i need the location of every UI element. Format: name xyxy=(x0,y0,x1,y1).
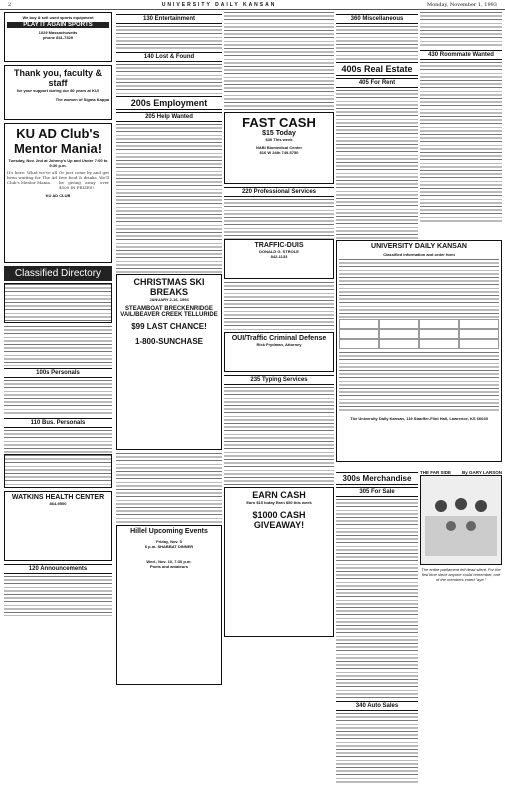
classified-policy xyxy=(4,326,112,366)
roommate-listings xyxy=(420,62,502,222)
classified-directory-banner: Classified Directory xyxy=(4,266,112,281)
sports-phone: phone 841-7329 xyxy=(42,35,73,40)
sports-ad-title: We buy & sell used sports equipment xyxy=(22,15,94,20)
sigma-thanks: Thank you, faculty & staff xyxy=(13,68,102,88)
announcements-listings xyxy=(4,576,112,616)
traffic-dui-ad xyxy=(224,239,334,279)
hillel-event-2: Poets and amateurs xyxy=(149,564,188,569)
comic-title: THE FAR SIDE xyxy=(420,470,452,475)
ski-breaks-ad xyxy=(116,274,222,450)
for-sale-listings xyxy=(336,499,418,699)
sigma-signature: The women of Sigma Kappa xyxy=(55,97,109,102)
kuad-date: Tuesday, Nov. 2nd at Johnny's Up and Under 7:00 to 9:30 p.m. xyxy=(8,158,108,168)
comic-caption: The entire parliament fell dead silent. For the first time since anyone could remember, one of the members voted "aye." xyxy=(421,567,501,582)
watkins-title: WATKINS HEALTH CENTER xyxy=(11,494,105,501)
column-3 xyxy=(224,12,334,640)
section-405-for-rent: 405 For Rent xyxy=(336,78,418,88)
help-wanted-listings xyxy=(116,124,222,274)
personals-listings xyxy=(4,380,112,416)
traffic-phone: 842-1133 xyxy=(270,254,288,259)
misc-listings xyxy=(336,26,418,60)
section-235-typing-services: 235 Typing Services xyxy=(224,375,334,385)
sigma-kappa-ad xyxy=(4,65,112,120)
professional-continued xyxy=(224,282,334,332)
earn-cash-ad xyxy=(224,487,334,637)
section-400-real-estate: 400s Real Estate xyxy=(336,62,418,76)
rate-table xyxy=(339,319,499,349)
section-140-lost-found: 140 Lost & Found xyxy=(116,52,222,62)
professional-listings xyxy=(224,199,334,239)
ski-title: CHRISTMAS SKI BREAKS xyxy=(133,277,205,297)
section-100-personals: 100s Personals xyxy=(4,368,112,378)
classified-order-form xyxy=(336,240,502,462)
sports-ad xyxy=(4,12,112,62)
kuad-org: KU AD CLUB xyxy=(45,193,71,198)
column-2 xyxy=(116,12,222,688)
fast-cash-today: $15 Today xyxy=(262,130,296,137)
help-wanted-continued xyxy=(116,453,222,525)
traffic-title: TRAFFIC-DUIS xyxy=(254,242,304,249)
cash-giveaway: $1000 CASH GIVEAWAY! xyxy=(252,510,306,530)
page-header xyxy=(0,0,505,10)
ski-dates: JANUARY 2-16, 1994 xyxy=(149,297,189,302)
fast-cash-week: $30 This week xyxy=(265,137,293,142)
section-300-merchandise: 300s Merchandise xyxy=(336,472,418,485)
sports-address: 1029 Massachusetts xyxy=(38,30,78,35)
comic-drawing-icon xyxy=(421,476,501,562)
watkins-phone: 864-9500 xyxy=(49,501,67,506)
form-fields[interactable] xyxy=(339,352,499,412)
form-footer: The University Daily Kansan, 119 Stauffer-Flint Hall, Lawrence, KS 66045 xyxy=(350,416,488,421)
fast-cash-phone: 816 W 24th 749-5750 xyxy=(259,150,299,155)
business-personals-listings xyxy=(4,430,112,454)
earn-cash-subtitle: Earn $15 today Earn $50 this week xyxy=(246,500,312,505)
earn-cash-title: EARN CASH xyxy=(252,490,306,500)
kuad-right-text: Or just come by and get free food & drinks. We'll be giving away over $500 IN PRIZES! xyxy=(59,170,109,190)
column-1 xyxy=(4,12,112,616)
misc-continued xyxy=(420,12,502,48)
section-205-help-wanted: 205 Help Wanted xyxy=(116,112,222,122)
oui-attorney: Rick Frydman, Attorney xyxy=(256,342,302,347)
section-130-entertainment: 130 Entertainment xyxy=(116,14,222,24)
directory-index xyxy=(4,283,112,323)
section-340-auto-sales: 340 Auto Sales xyxy=(336,701,418,711)
ski-phone: 1-800-SUNCHASE xyxy=(134,337,204,346)
comic-panel xyxy=(420,475,502,565)
kuad-left-text: It's here: What we've all been waiting for The Ad Club's Mentor Mania. xyxy=(7,170,57,185)
kuad-title: KU AD Club's Mentor Mania! xyxy=(13,126,103,156)
section-305-for-sale: 305 For Sale xyxy=(336,487,418,497)
section-200-employment: 200s Employment xyxy=(116,96,222,110)
fast-cash-ad xyxy=(224,112,334,184)
column-4 xyxy=(336,12,418,240)
far-side-comic xyxy=(420,470,502,582)
hillel-event-1: 6 p.m. SHABBAT DINNER xyxy=(144,544,194,549)
sports-store-name: PLAY IT AGAIN SPORTS xyxy=(7,22,109,28)
hillel-date-1: Friday, Nov. 5 xyxy=(156,539,182,544)
oui-title: OUI/Traffic Criminal Defense xyxy=(231,335,327,342)
send-a-friend-ad xyxy=(4,454,112,488)
ski-destinations: STEAMBOAT BRECKENRIDGE VAIL/BEAVER CREEK TELLURIDE xyxy=(120,306,218,318)
masthead: UNIVERSITY DAILY KANSAN xyxy=(161,1,277,8)
section-120-announcements: 120 Announcements xyxy=(4,564,112,574)
issue-date: Monday, November 1, 1993 xyxy=(426,1,497,8)
fast-cash-org: NABI Biomedical Center xyxy=(255,145,302,150)
typing-listings xyxy=(224,387,334,487)
watkins-health-ad xyxy=(4,491,112,561)
help-wanted-col3 xyxy=(224,12,334,112)
for-rent-listings xyxy=(336,90,418,240)
entertainment-listings xyxy=(116,26,222,50)
section-110-business-personals: 110 Bus. Personals xyxy=(4,418,112,428)
fast-cash-title: FAST CASH xyxy=(242,115,316,130)
section-430-roommate-wanted: 430 Roommate Wanted xyxy=(420,50,502,60)
section-220-professional-services: 220 Professional Services xyxy=(224,187,334,197)
lost-found-listings xyxy=(116,64,222,94)
form-heading: Classified information and order form xyxy=(383,252,455,257)
hillel-ad xyxy=(116,525,222,685)
ski-rate: $99 LAST CHANCE! xyxy=(131,322,207,331)
merchandise-column xyxy=(336,470,418,783)
traffic-attorney: DONALD G. STROLE xyxy=(259,249,299,254)
kuad-club-ad xyxy=(4,123,112,263)
page-number: 2 xyxy=(8,1,12,8)
comic-author: By GARY LARSON xyxy=(461,470,502,475)
hillel-date-2: Wed., Nov. 10, 7:30 p.m. xyxy=(146,559,192,564)
auto-listings xyxy=(336,713,418,783)
oui-defense-ad xyxy=(224,332,334,372)
form-rules xyxy=(339,259,499,319)
sigma-subtitle: for your support during our 80 years at KU! xyxy=(16,88,100,93)
column-5 xyxy=(420,12,502,222)
hillel-title: Hillel Upcoming Events xyxy=(130,528,208,535)
section-360-miscellaneous: 360 Miscellaneous xyxy=(336,14,418,24)
form-masthead: UNIVERSITY DAILY KANSAN xyxy=(371,243,467,250)
